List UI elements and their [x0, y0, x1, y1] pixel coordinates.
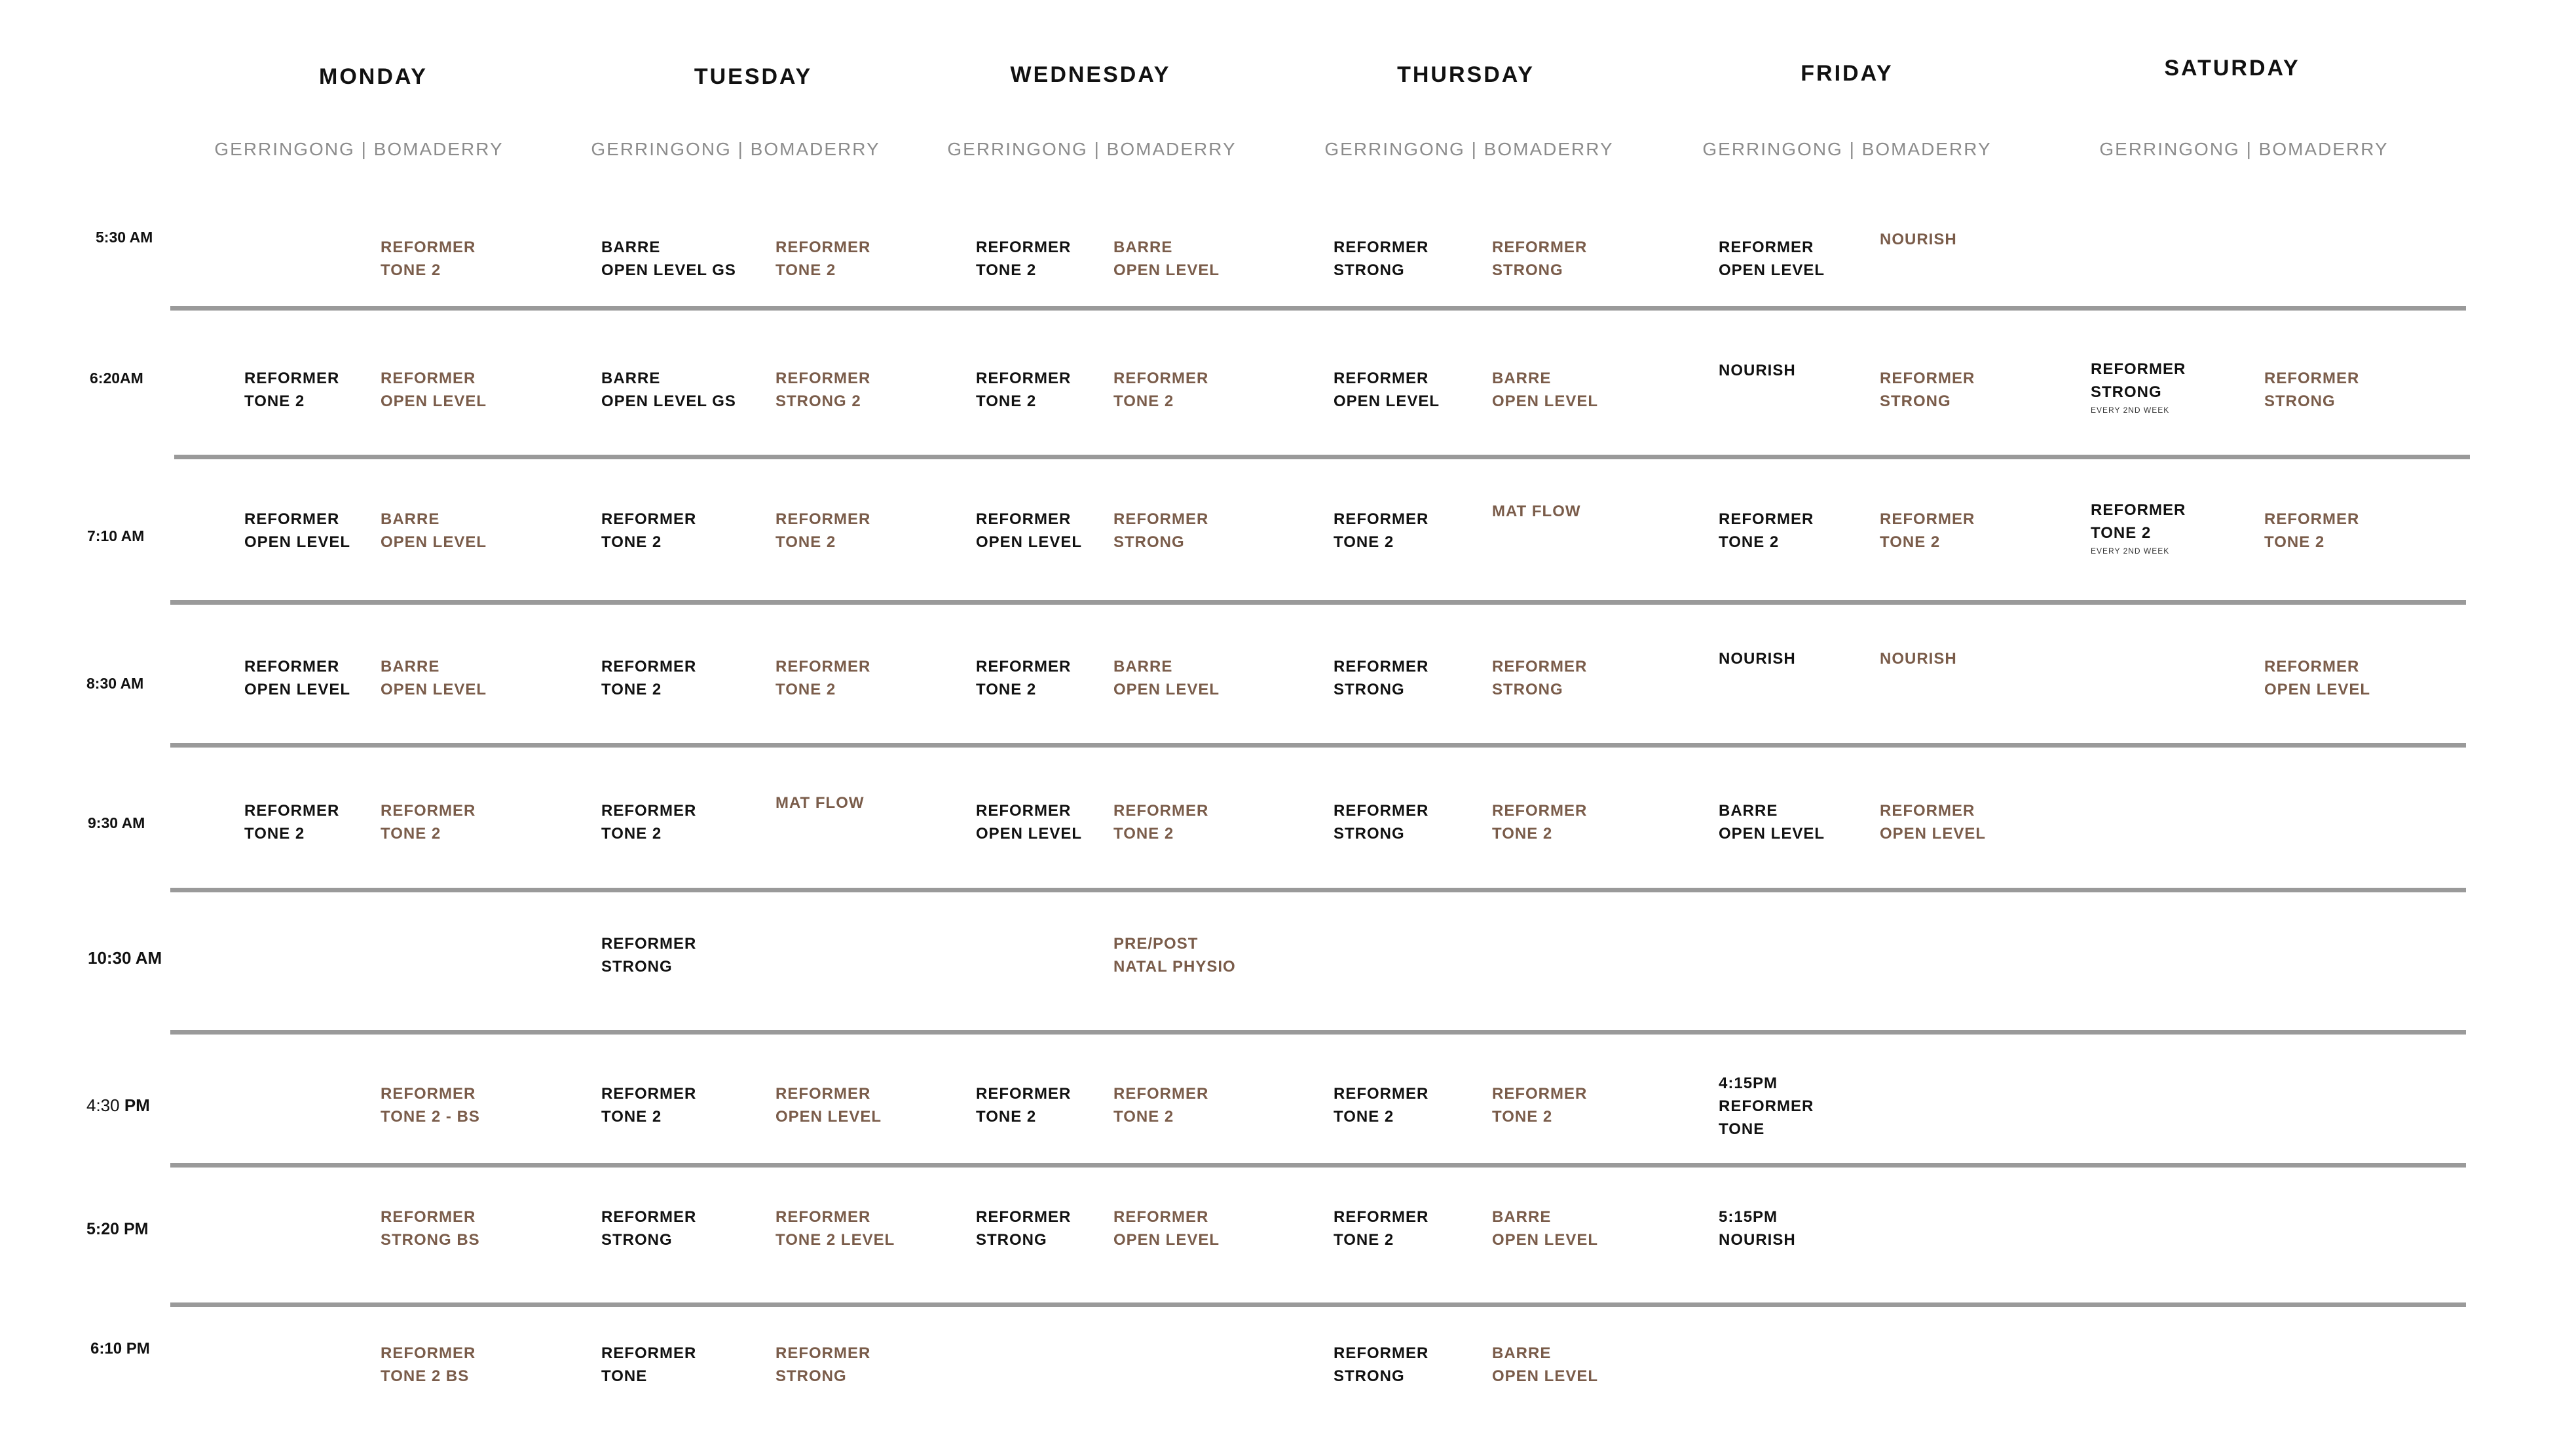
class-line: TONE 2 [976, 392, 1037, 410]
class-line: OPEN LEVEL [1492, 392, 1599, 410]
class-line: REFORMER [775, 658, 871, 675]
class-line: STRONG [2091, 383, 2162, 401]
class-line: NOURISH [1880, 650, 1957, 668]
class-entry-tuesday-bomaderry [775, 655, 870, 701]
class-line: REFORMER [381, 1344, 476, 1362]
class-line: TONE 2 [601, 825, 662, 843]
location-header-tuesday: GERRINGONG | BOMADERRY [591, 139, 880, 159]
class-line: STRONG [1492, 681, 1563, 698]
time-label: 4:30 PM [86, 1095, 150, 1115]
class-entry-wednesday-gerringong [976, 655, 1071, 701]
class-line: OPEN LEVEL [1334, 392, 1440, 410]
class-line: STRONG BS [381, 1231, 480, 1249]
row-divider [170, 1302, 2466, 1307]
class-line: OPEN LEVEL [1113, 261, 1220, 279]
class-line: TONE 2 [1334, 533, 1394, 551]
class-line: STRONG [1334, 825, 1405, 843]
class-line: TONE 2 [775, 261, 836, 279]
class-line: REFORMER [1334, 510, 1429, 528]
class-entry-tuesday-bomaderry [775, 236, 870, 282]
class-line: REFORMER [1880, 510, 1975, 528]
class-line: TONE 2 [976, 1108, 1037, 1126]
class-line: STRONG [1492, 261, 1563, 279]
class-line: OPEN LEVEL [381, 533, 487, 551]
class-entry-thursday-bomaderry [1492, 367, 1598, 413]
class-line: REFORMER [1113, 370, 1209, 387]
class-line: REFORMER [1719, 1097, 1814, 1115]
class-entry-tuesday-bomaderry [775, 1082, 882, 1128]
class-line: NOURISH [1880, 231, 1957, 248]
class-entry-wednesday-gerringong [976, 1082, 1071, 1128]
row-divider [170, 888, 2466, 892]
time-label: 10:30 AM [88, 948, 162, 968]
class-entry-thursday-bomaderry [1492, 1082, 1587, 1128]
class-entry-tuesday-gerringong [601, 1206, 696, 1251]
class-line: TONE 2 BS [381, 1367, 470, 1385]
class-entry-thursday-bomaderry [1492, 655, 1587, 701]
class-line: NATAL PHYSIO [1113, 958, 1236, 976]
class-entry-monday-bomaderry [381, 1342, 476, 1388]
class-line: REFORMER [976, 238, 1072, 256]
row-divider [170, 1030, 2466, 1035]
class-entry-wednesday-bomaderry [1113, 655, 1220, 701]
class-line: REFORMER [976, 802, 1072, 820]
class-entry-tuesday-gerringong [601, 799, 696, 845]
class-line: STRONG [1113, 533, 1185, 551]
class-line: STRONG [1880, 392, 1951, 410]
class-line: BARRE [1492, 370, 1552, 387]
class-entry-monday-gerringong [244, 367, 339, 413]
class-line: REFORMER [976, 370, 1072, 387]
class-line: STRONG [2264, 392, 2336, 410]
class-entry-monday-bomaderry [381, 1082, 480, 1128]
class-line: OPEN LEVEL [1113, 1231, 1220, 1249]
class-line: TONE 2 [1492, 1108, 1553, 1126]
class-entry-friday-gerringong [1719, 1206, 1796, 1251]
class-entry-friday-bomaderry [1880, 799, 1986, 845]
class-line: REFORMER [601, 1208, 697, 1226]
class-line: OPEN LEVEL [1492, 1367, 1599, 1385]
class-entry-tuesday-bomaderry [775, 1342, 870, 1388]
class-line: OPEN LEVEL [1880, 825, 1987, 843]
class-line: OPEN LEVEL [381, 392, 487, 410]
class-entry-wednesday-bomaderry [1113, 236, 1220, 282]
class-line: REFORMER [1113, 802, 1209, 820]
row-divider [170, 743, 2466, 748]
class-entry-monday-bomaderry [381, 367, 487, 413]
class-line: REFORMER [381, 1085, 476, 1103]
class-line: TONE 2 [775, 681, 836, 698]
class-line: 5:15PM [1719, 1208, 1778, 1226]
class-line: BARRE [1492, 1208, 1552, 1226]
class-line: TONE 2 [601, 533, 662, 551]
class-line: REFORMER [1492, 802, 1588, 820]
location-header-monday: GERRINGONG | BOMADERRY [214, 139, 504, 159]
class-line: TONE 2 [1113, 1108, 1174, 1126]
class-line: NOURISH [1719, 650, 1796, 668]
class-line: REFORMER [381, 370, 476, 387]
class-entry-monday-gerringong [244, 508, 350, 554]
class-line: REFORMER [601, 802, 697, 820]
class-entry-saturday-bomaderry [2264, 367, 2359, 413]
class-line: TONE 2 [601, 681, 662, 698]
class-entry-tuesday-gerringong [601, 236, 736, 282]
class-line: REFORMER [601, 658, 697, 675]
class-line: TONE 2 [976, 261, 1037, 279]
class-line: NOURISH [1719, 1231, 1796, 1249]
class-entry-friday-gerringong [1719, 799, 1825, 845]
class-entry-monday-gerringong [244, 799, 339, 845]
class-line: TONE 2 LEVEL [775, 1231, 895, 1249]
class-line: TONE 2 [601, 1108, 662, 1126]
class-line: REFORMER [976, 1208, 1072, 1226]
time-label: 5:30 AM [96, 229, 153, 246]
class-entry-tuesday-gerringong [601, 655, 696, 701]
class-entry-friday-bomaderry [1880, 228, 1957, 251]
class-line: TONE 2 [244, 392, 305, 410]
class-line: REFORMER [775, 1208, 871, 1226]
class-line: OPEN LEVEL [1113, 681, 1220, 698]
class-line: REFORMER [1719, 510, 1814, 528]
class-entry-friday-bomaderry [1880, 647, 1957, 670]
class-entry-friday-gerringong [1719, 1072, 1814, 1141]
class-entry-thursday-gerringong [1334, 508, 1428, 554]
class-entry-tuesday-gerringong [601, 1082, 696, 1128]
class-entry-monday-bomaderry [381, 1206, 480, 1251]
time-label: 5:20 PM [86, 1220, 149, 1238]
class-line: BARRE [1719, 802, 1778, 820]
class-entry-thursday-bomaderry [1492, 236, 1587, 282]
location-header-friday: GERRINGONG | BOMADERRY [1702, 139, 1992, 159]
class-entry-tuesday-bomaderry [775, 791, 865, 814]
class-line: STRONG [1334, 261, 1405, 279]
class-line: REFORMER [1492, 1085, 1588, 1103]
class-line: REFORMER [976, 1085, 1072, 1103]
class-entry-tuesday-bomaderry [775, 508, 870, 554]
class-line: TONE 2 [2091, 524, 2152, 542]
class-entry-thursday-gerringong [1334, 655, 1428, 701]
class-entry-wednesday-gerringong [976, 367, 1071, 413]
class-entry-thursday-gerringong [1334, 799, 1428, 845]
class-line: MAT FLOW [775, 794, 865, 812]
class-line: REFORMER [775, 370, 871, 387]
class-frequency-note: EVERY 2ND WEEK [2091, 546, 2170, 556]
class-entry-tuesday-bomaderry [775, 367, 870, 413]
location-header-thursday: GERRINGONG | BOMADERRY [1324, 139, 1614, 159]
class-line: OPEN LEVEL [244, 681, 351, 698]
class-line: REFORMER [1334, 802, 1429, 820]
class-line: OPEN LEVEL [2264, 681, 2371, 698]
class-entry-wednesday-gerringong [976, 508, 1082, 554]
class-line: TONE 2 [775, 533, 836, 551]
class-line: REFORMER [601, 935, 697, 953]
class-line: REFORMER [381, 802, 476, 820]
class-entry-wednesday-bomaderry [1113, 367, 1208, 413]
class-line: REFORMER [244, 370, 340, 387]
class-entry-thursday-bomaderry [1492, 500, 1581, 523]
class-entry-thursday-gerringong [1334, 236, 1428, 282]
class-entry-wednesday-bomaderry [1113, 1082, 1208, 1128]
class-line: REFORMER [1334, 370, 1429, 387]
class-line: TONE [1719, 1120, 1765, 1138]
class-line: OPEN LEVEL GS [601, 261, 736, 279]
class-entry-wednesday-bomaderry [1113, 1206, 1220, 1251]
class-line: REFORMER [1492, 658, 1588, 675]
class-entry-monday-bomaderry [381, 236, 476, 282]
class-line: TONE 2 [1334, 1108, 1394, 1126]
class-entry-wednesday-gerringong [976, 1206, 1071, 1251]
class-line: REFORMER [1492, 238, 1588, 256]
class-line: OPEN LEVEL [976, 825, 1083, 843]
class-line: REFORMER [2264, 510, 2360, 528]
class-line: TONE 2 [381, 825, 441, 843]
class-line: REFORMER [976, 658, 1072, 675]
class-entry-friday-gerringong [1719, 359, 1796, 382]
location-header-saturday: GERRINGONG | BOMADERRY [2099, 139, 2389, 159]
class-entry-wednesday-gerringong [976, 799, 1082, 845]
class-entry-wednesday-bomaderry [1113, 932, 1236, 978]
class-line: REFORMER [381, 238, 476, 256]
class-line: BARRE [1113, 238, 1173, 256]
class-entry-friday-bomaderry [1880, 508, 1975, 554]
class-line: TONE 2 [1880, 533, 1941, 551]
day-header-saturday: SATURDAY [2164, 56, 2300, 81]
class-line: BARRE [381, 510, 440, 528]
row-divider [170, 306, 2466, 311]
class-entry-monday-gerringong [244, 655, 350, 701]
class-entry-thursday-bomaderry [1492, 799, 1587, 845]
day-header-wednesday: WEDNESDAY [1010, 62, 1171, 87]
class-line: TONE 2 [1334, 1231, 1394, 1249]
class-line: TONE 2 [2264, 533, 2325, 551]
class-line: REFORMER [2091, 360, 2186, 378]
class-entry-wednesday-gerringong [976, 236, 1071, 282]
class-line: REFORMER [381, 1208, 476, 1226]
class-entry-thursday-gerringong [1334, 367, 1440, 413]
class-entry-thursday-gerringong [1334, 1206, 1428, 1251]
class-entry-thursday-bomaderry [1492, 1342, 1598, 1388]
class-entry-saturday-gerringong [2091, 499, 2186, 556]
class-line: OPEN LEVEL GS [601, 392, 736, 410]
class-line: REFORMER [244, 658, 340, 675]
class-entry-saturday-bomaderry [2264, 655, 2370, 701]
class-line: REFORMER [601, 1085, 697, 1103]
row-divider [170, 600, 2466, 605]
class-line: REFORMER [2091, 501, 2186, 519]
class-line: REFORMER [1334, 1085, 1429, 1103]
class-line: REFORMER [1880, 370, 1975, 387]
class-line: REFORMER [244, 802, 340, 820]
class-line: REFORMER [1719, 238, 1814, 256]
class-frequency-note: EVERY 2ND WEEK [2091, 406, 2170, 415]
class-line: OPEN LEVEL [381, 681, 487, 698]
class-line: TONE 2 - BS [381, 1108, 480, 1126]
class-line: REFORMER [976, 510, 1072, 528]
class-line: STRONG [601, 958, 673, 976]
class-line: BARRE [381, 658, 440, 675]
class-line: NOURISH [1719, 362, 1796, 379]
time-label: 6:10 PM [90, 1340, 150, 1358]
class-line: TONE 2 [1113, 392, 1174, 410]
time-label: 9:30 AM [88, 814, 145, 831]
class-line: OPEN LEVEL [244, 533, 351, 551]
time-label: 7:10 AM [87, 527, 145, 544]
class-line: REFORMER [1113, 510, 1209, 528]
class-line: REFORMER [244, 510, 340, 528]
class-line: REFORMER [601, 510, 697, 528]
location-header-wednesday: GERRINGONG | BOMADERRY [947, 139, 1237, 159]
class-line: OPEN LEVEL [976, 533, 1083, 551]
day-header-friday: FRIDAY [1801, 61, 1894, 86]
class-line: REFORMER [1334, 238, 1429, 256]
class-line: PRE/POST [1113, 935, 1199, 953]
class-line: BARRE [1113, 658, 1173, 675]
day-header-thursday: THURSDAY [1397, 62, 1535, 87]
class-entry-monday-bomaderry [381, 508, 487, 554]
class-line: STRONG [601, 1231, 673, 1249]
class-entry-friday-gerringong [1719, 508, 1814, 554]
class-entry-thursday-bomaderry [1492, 1206, 1598, 1251]
class-entry-thursday-gerringong [1334, 1342, 1428, 1388]
class-line: REFORMER [1113, 1208, 1209, 1226]
class-line: TONE 2 [381, 261, 441, 279]
class-line: TONE 2 [1719, 533, 1780, 551]
day-header-tuesday: TUESDAY [694, 64, 813, 89]
class-line: OPEN LEVEL [1719, 261, 1825, 279]
class-entry-tuesday-bomaderry [775, 1206, 895, 1251]
class-entry-thursday-gerringong [1334, 1082, 1428, 1128]
class-entry-tuesday-gerringong [601, 508, 696, 554]
class-entry-saturday-gerringong [2091, 358, 2186, 415]
class-line: MAT FLOW [1492, 503, 1581, 520]
class-line: REFORMER [2264, 370, 2360, 387]
class-line: REFORMER [1334, 658, 1429, 675]
class-line: REFORMER [775, 1344, 871, 1362]
class-line: STRONG [775, 1367, 847, 1385]
class-line: STRONG [976, 1231, 1047, 1249]
row-divider [170, 1163, 2466, 1168]
class-line: TONE 2 [976, 681, 1037, 698]
class-line: REFORMER [601, 1344, 697, 1362]
class-entry-monday-bomaderry [381, 655, 487, 701]
class-entry-tuesday-gerringong [601, 1342, 696, 1388]
class-line: REFORMER [1334, 1344, 1429, 1362]
time-label: 8:30 AM [86, 675, 144, 692]
class-entry-monday-bomaderry [381, 799, 476, 845]
class-line: STRONG [1334, 1367, 1405, 1385]
class-line: BARRE [601, 238, 661, 256]
class-line: STRONG [1334, 681, 1405, 698]
class-line: TONE [601, 1367, 648, 1385]
class-line: REFORMER [775, 238, 871, 256]
class-line: OPEN LEVEL [1719, 825, 1825, 843]
time-label: 6:20AM [90, 370, 143, 387]
class-line: OPEN LEVEL [775, 1108, 882, 1126]
class-line: BARRE [1492, 1344, 1552, 1362]
class-line: BARRE [601, 370, 661, 387]
class-line: REFORMER [1113, 1085, 1209, 1103]
class-line: REFORMER [1334, 1208, 1429, 1226]
row-divider [174, 455, 2470, 459]
class-entry-saturday-bomaderry [2264, 508, 2359, 554]
class-entry-wednesday-bomaderry [1113, 508, 1208, 554]
class-entry-tuesday-gerringong [601, 932, 696, 978]
class-line: STRONG 2 [775, 392, 861, 410]
class-entry-wednesday-bomaderry [1113, 799, 1208, 845]
class-line: REFORMER [775, 1085, 871, 1103]
class-entry-tuesday-gerringong [601, 367, 736, 413]
class-line: REFORMER [2264, 658, 2360, 675]
class-line: TONE 2 [1113, 825, 1174, 843]
class-entry-friday-gerringong [1719, 647, 1796, 670]
class-line: REFORMER [1880, 802, 1975, 820]
class-entry-friday-bomaderry [1880, 367, 1975, 413]
day-header-monday: MONDAY [319, 64, 428, 89]
class-entry-friday-gerringong [1719, 236, 1825, 282]
class-line: TONE 2 [1492, 825, 1553, 843]
class-line: 4:15PM [1719, 1074, 1778, 1092]
class-line: REFORMER [775, 510, 871, 528]
class-line: TONE 2 [244, 825, 305, 843]
class-line: OPEN LEVEL [1492, 1231, 1599, 1249]
